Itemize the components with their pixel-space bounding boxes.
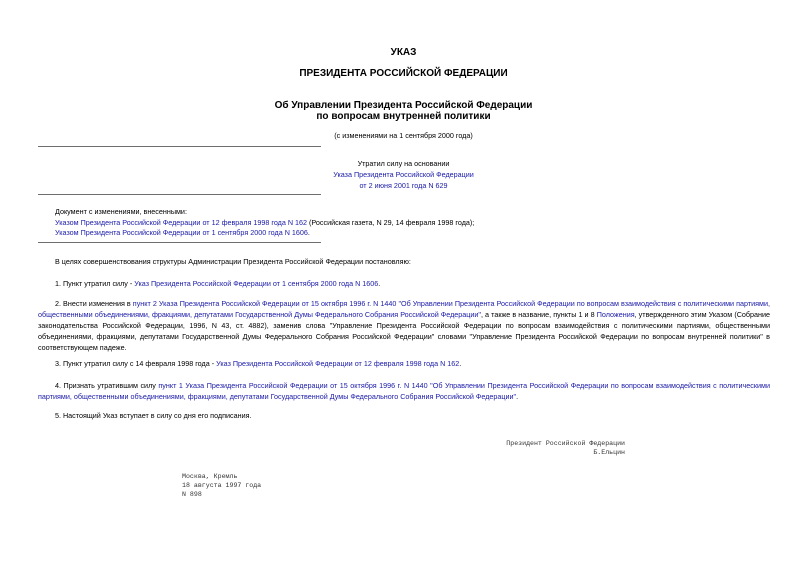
doc-title: УКАЗ: [390, 47, 417, 58]
paragraph-1-text: 1. Пункт утратил силу -: [55, 279, 135, 288]
repeal-link-line1[interactable]: Указа Президента Российской Федерации: [333, 170, 474, 179]
paragraph-3-end: .: [459, 359, 462, 368]
paragraph-2-text-b: , а также в название, пункты 1 и 8: [480, 310, 597, 319]
paragraph-4-link[interactable]: пункт 1 Указа Президента Российской Федерации от 15 октября 1996 г. N 1440 "Об Управлении Президента Российской Федерации по вопросам взаимодействия с политическими партиями, общественными объединениями, фракциями, депутатами Государственной Думы Федерального Собрания Российской Федерации": [38, 381, 770, 401]
paragraph-3: [55, 358, 461, 369]
changes-intro: Документ с изменениями, внесенными:: [55, 207, 187, 216]
paragraph-2-text-a: 2. Внести изменения в: [55, 299, 133, 308]
paragraph-3-link[interactable]: Указ Президента Российской Федерации от 12 февраля 1998 года N 162: [216, 359, 460, 368]
signature-name: Б.Ельцин: [593, 449, 625, 456]
signing-date: 18 августа 1997 года: [182, 482, 262, 489]
paragraph-4-end: .: [516, 392, 519, 401]
repeal-link-line2[interactable]: от 2 июня 2001 года N 629: [359, 181, 448, 190]
repeal-note: Утратил силу на основании: [357, 159, 450, 168]
preamble: В целях совершенствования структуры Администрации Президента Российской Федерации постановляю:: [55, 257, 411, 266]
paragraph-5: 5. Настоящий Указ вступает в силу со дня его подписания.: [55, 411, 252, 420]
changes-item-1-source: (Российская газета, N 29, 14 февраля 1998 года);: [307, 218, 475, 227]
paragraph-4: [38, 380, 770, 402]
paragraph-4-text: 4. Признать утратившим силу: [55, 381, 159, 390]
paragraph-1-link[interactable]: Указ Президента Российской Федерации от 1 сентября 2000 года N 1606: [134, 279, 379, 288]
paragraph-1-end: .: [378, 279, 381, 288]
paragraph-2-text-c: , утвержденного этим Указом (Собрание законодательства Российской Федерации, 1996, N 43, ст. 4882), заменив слова "Управление Президента Российской Федерации по вопросам взаимодействия с политическими партиями, общественными объединениями, фракциями, депутатами Государственной Думы Федерального Собрания Российской Федерации" словами "Управление Президента Российской Федерации по вопросам внутренней политики" в соответствующем падеже.: [38, 310, 770, 352]
changes-item-1-link[interactable]: Указом Президента Российской Федерации от 12 февраля 1998 года N 162: [55, 218, 308, 227]
divider: [38, 194, 321, 195]
signature-position: Президент Российской Федерации: [506, 440, 625, 447]
paragraph-3-text: 3. Пункт утратил силу с 14 февраля 1998 года -: [55, 359, 217, 368]
paragraph-2-link-1[interactable]: пункт 2 Указа Президента Российской Федерации от 15 октября 1996 г. N 1440 "Об Управлении Президента Российской Федерации по вопросам взаимодействия с политическими партиями, общественными объединениями, фракциями, депутатами Государственной Думы Федерального Собрания Российской Федерации": [38, 299, 770, 319]
changes-item-2: [55, 227, 310, 238]
doc-issuer: ПРЕЗИДЕНТА РОССИЙСКОЙ ФЕДЕРАЦИИ: [299, 68, 508, 79]
paragraph-2-link-2[interactable]: Положения: [596, 310, 635, 319]
paragraph-2: [38, 298, 770, 353]
paragraph-1: [55, 278, 380, 289]
divider: [38, 146, 321, 147]
doc-amended-note: (с изменениями на 1 сентября 2000 года): [334, 131, 473, 140]
changes-item-2-link[interactable]: Указом Президента Российской Федерации от 1 сентября 2000 года N 1606: [55, 228, 308, 237]
signing-place: Москва, Кремль: [182, 473, 238, 480]
decree-number: N 898: [182, 491, 202, 498]
changes-item-2-end: .: [307, 228, 310, 237]
doc-subject-line1: Об Управлении Президента Российской Федерации: [274, 100, 533, 111]
divider: [38, 242, 321, 243]
doc-subject-line2: по вопросам внутренней политики: [316, 111, 491, 122]
